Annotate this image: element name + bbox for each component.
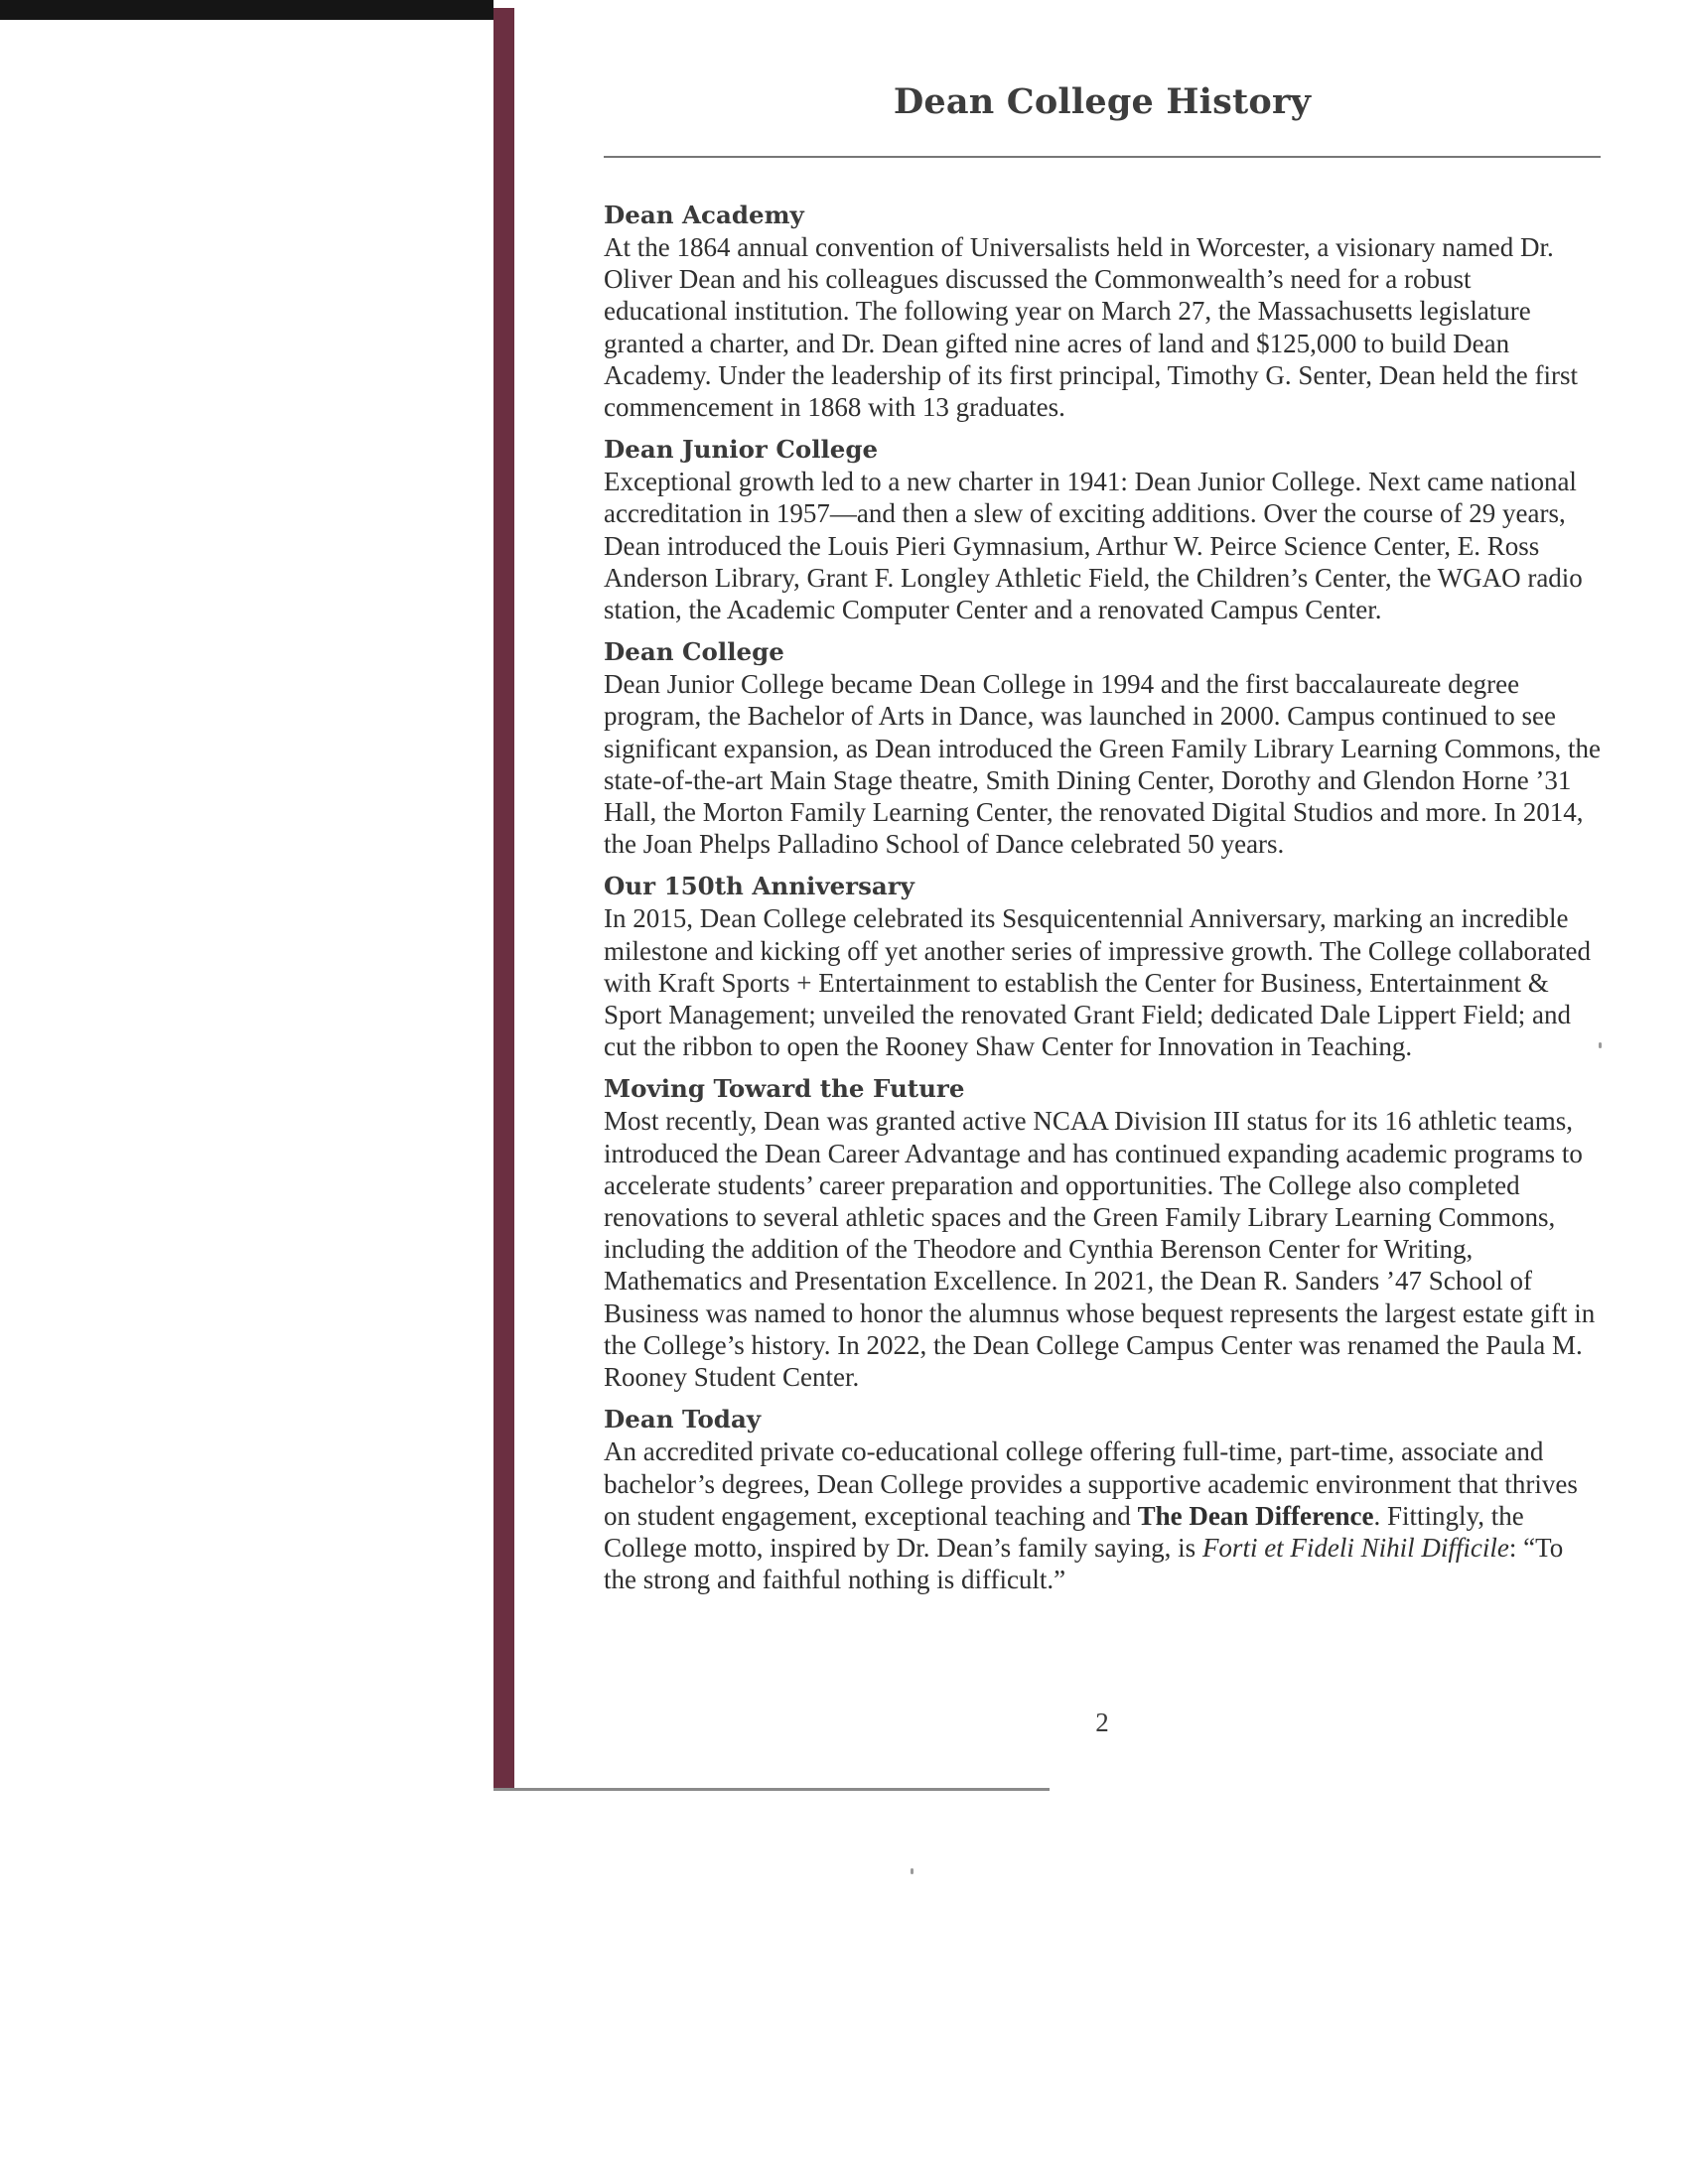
- document-page: [604, 71, 1601, 1606]
- page-number: 2: [1095, 1707, 1109, 1737]
- section-body: [604, 1435, 1601, 1595]
- section-heading: Dean Junior College: [604, 435, 879, 465]
- section-body: At the 1864 annual convention of Universalists held in Worcester, a visionary named Dr. Oliver Dean and his colleagues discussed the Commonwealth’s need for a robust educational institution. The following year on March 27, the Massachusetts legislature granted a charter, and Dr. Dean gifted nine acres of land and $125,000 to build Dean Academy. Under the leadership of its first principal, Timothy G. Senter, Dean held the first commencement in 1868 with 13 graduates.: [604, 232, 1578, 423]
- scan-top-edge: [0, 0, 493, 20]
- section-body: Dean Junior College became Dean College in 1994 and the first baccalaureate degree program, the Bachelor of Arts in Dance, was launched in 2000. Campus continued to see significant expansion, as Dean introduced the Green Family Library Learning Commons, the state-of-the-art Main Stage theatre, Smith Dining Center, Dorothy and Glendon Horne ’31 Hall, the Morton Family Learning Center, the renovated Digital Studios and more. In 2014, the Joan Phelps Palladino School of Dance celebrated 50 years.: [604, 669, 1601, 860]
- section-dean-junior-college: [604, 434, 1601, 625]
- section-dean-college: [604, 636, 1601, 860]
- dean-difference-emphasis: The Dean Difference: [1137, 1500, 1374, 1531]
- section-150th-anniversary: [604, 871, 1601, 1062]
- section-heading: Moving Toward the Future: [604, 1074, 965, 1104]
- section-dean-academy: [604, 200, 1601, 423]
- section-heading: Dean College: [604, 637, 784, 667]
- page-bottom-edge: [493, 1788, 1050, 1791]
- section-body: Exceptional growth led to a new charter in 1941: Dean Junior College. Next came national accreditation in 1957—and then a slew of exciting additions. Over the course of 29 years, Dean introduced the Louis Pieri Gymnasium, Arthur W. Peirce Science Center, E. Ross Anderson Library, Grant F. Longley Athletic Field, the Children’s Center, the WGAO radio station, the Academic Computer Center and a renovated Campus Center.: [604, 467, 1583, 625]
- section-body: Most recently, Dean was granted active NCAA Division III status for its 16 athletic teams, introduced the Dean Career Advantage and has continued expanding academic programs to accelerate students’ career preparation and opportunities. The College also completed renovations to several athletic spaces and the Green Family Library Learning Commons, including the addition of the Theodore and Cynthia Berenson Center for Writing, Mathematics and Presentation Excellence. In 2021, the Dean R. Sanders ’47 School of Business was named to honor the alumnus whose bequest represents the largest estate gift in the College’s history. In 2022, the Dean College Campus Center was renamed the Paula M. Rooney Student Center.: [604, 1106, 1596, 1393]
- page-title: Dean College History: [893, 81, 1312, 122]
- section-dean-today: [604, 1404, 1601, 1595]
- booklet-spine: [493, 8, 514, 1788]
- section-body: In 2015, Dean College celebrated its Sesquicentennial Anniversary, marking an incredible milestone and kicking off yet another series of impressive growth. The College collaborated with Kraft Sports + Entertainment to establish the Center for Business, Entertainment & Sport Management; unveiled the renovated Grant Field; dedicated Dale Lippert Field; and cut the ribbon to open the Rooney Shaw Center for Innovation in Teaching.: [604, 903, 1591, 1062]
- section-heading: Dean Today: [604, 1405, 762, 1434]
- scan-speck: [911, 1868, 914, 1874]
- body-text-run: : “To the strong and faithful nothing is difficult.”: [604, 1532, 1564, 1595]
- college-motto-latin: Forti et Fideli Nihil Difficile: [1201, 1532, 1509, 1563]
- title-divider: [604, 156, 1601, 158]
- body-text-run: . Fittingly, the College motto, inspired by Dr. Dean’s family saying, is: [604, 1500, 1524, 1563]
- section-moving-toward-the-future: [604, 1073, 1601, 1393]
- section-heading: Our 150th Anniversary: [604, 872, 914, 901]
- section-heading: Dean Academy: [604, 201, 804, 229]
- body-text-run: An accredited private co-educational college offering full-time, part-time, associate and bachelor’s degrees, Dean College provides a supportive academic environment that thrives on student engagement, exceptional teaching and: [604, 1436, 1578, 1531]
